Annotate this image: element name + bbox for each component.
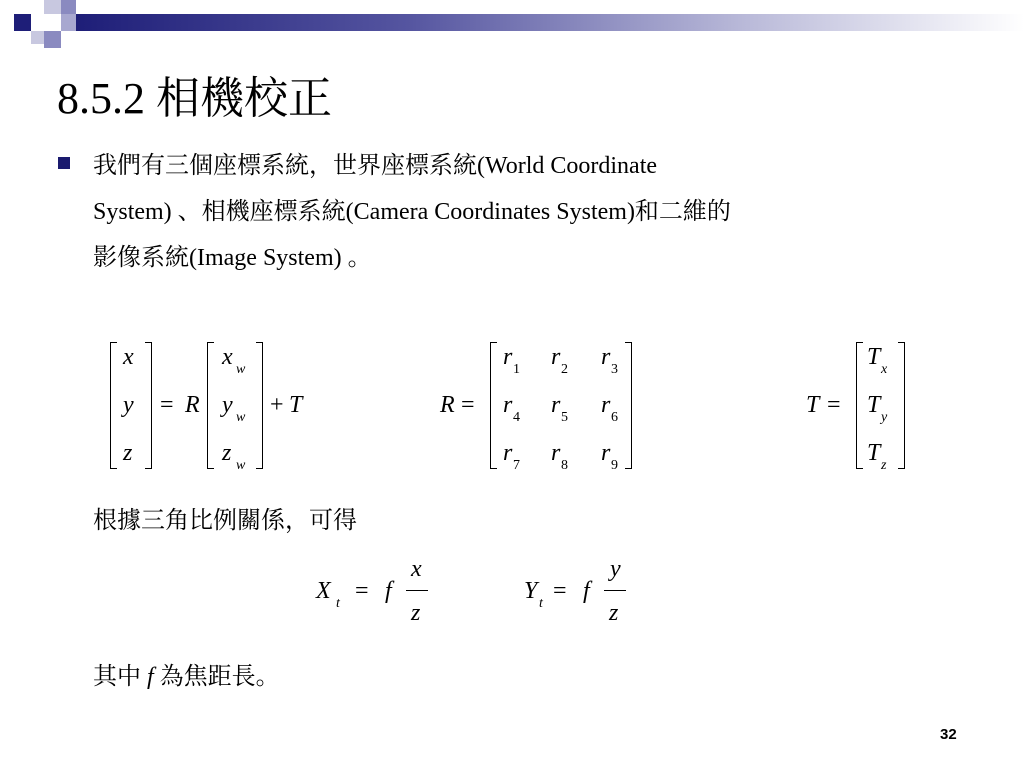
vector-entry: T — [867, 392, 881, 418]
intro-line: System) 、相機座標系統(Camera Coordinates System)和二維的 — [93, 199, 731, 225]
subscript: x — [881, 362, 888, 377]
bullet-square-icon — [58, 157, 70, 169]
fraction-numerator: x — [411, 556, 422, 582]
subscript: y — [881, 410, 888, 425]
rotation-symbol: R — [185, 392, 200, 418]
left-bracket — [490, 342, 497, 469]
subscript: w — [236, 410, 246, 425]
matrix-entry: r — [503, 440, 513, 466]
subscript: w — [236, 362, 246, 377]
right-bracket — [256, 342, 263, 469]
deco-gradient-bar — [76, 14, 1024, 31]
vector-entry: x — [222, 344, 233, 370]
note-suffix: 為焦距長。 — [153, 664, 280, 690]
deco-square — [61, 14, 76, 31]
vector-entry: T — [867, 440, 881, 466]
translation-symbol: T — [289, 392, 303, 418]
focal-length-note — [93, 656, 280, 691]
vector-entry: T — [867, 344, 881, 370]
matrix-entry: r — [503, 392, 513, 418]
vector-entry: y — [123, 392, 134, 418]
intro-line: 影像系統(Image System) 。 — [93, 245, 372, 271]
left-bracket — [207, 342, 214, 469]
equals-sign: = — [827, 392, 841, 418]
relation-text: 根據三角比例關係，可得 — [93, 508, 357, 534]
fraction-numerator: y — [610, 556, 621, 582]
equals-sign: = — [355, 578, 369, 604]
matrix-entry: r — [551, 392, 561, 418]
subscript: 9 — [611, 458, 618, 473]
fraction-denominator: z — [411, 600, 421, 626]
matrix-entry: r — [601, 344, 611, 370]
matrix-entry: r — [503, 344, 513, 370]
right-bracket — [898, 342, 905, 469]
deco-square — [44, 0, 61, 14]
matrix-name: R — [440, 392, 455, 418]
fraction-line — [406, 590, 428, 591]
subscript: 1 — [513, 362, 520, 377]
intro-line: 我們有三個座標系統，世界座標系統(World Coordinate — [93, 153, 658, 179]
subscript: t — [336, 596, 340, 611]
left-bracket — [856, 342, 863, 469]
vector-name: T — [806, 392, 820, 418]
deco-square — [44, 31, 61, 48]
plus-sign: + — [270, 392, 284, 418]
right-bracket — [625, 342, 632, 469]
matrix-entry: r — [551, 344, 561, 370]
intro-paragraph — [93, 143, 943, 281]
right-bracket — [145, 342, 152, 469]
projected-y-symbol: Y — [524, 578, 538, 604]
equals-sign: = — [461, 392, 475, 418]
page-title: 8.5.2 相機校正 — [57, 74, 332, 123]
left-bracket — [110, 342, 117, 469]
matrix-entry: r — [551, 440, 561, 466]
subscript: 2 — [561, 362, 568, 377]
focal-symbol: f — [147, 664, 154, 690]
equals-sign: = — [160, 392, 174, 418]
vector-entry: x — [123, 344, 134, 370]
deco-square — [31, 31, 44, 44]
equals-sign: = — [553, 578, 567, 604]
subscript: z — [881, 458, 887, 473]
subscript: 3 — [611, 362, 618, 377]
page-number: 32 — [940, 726, 957, 743]
matrix-entry: r — [601, 392, 611, 418]
vector-entry: z — [222, 440, 232, 466]
focal-symbol: f — [385, 578, 392, 604]
focal-symbol: f — [583, 578, 590, 604]
deco-square — [14, 14, 31, 31]
projected-x-symbol: X — [316, 578, 331, 604]
matrix-entry: r — [601, 440, 611, 466]
deco-square — [61, 0, 76, 14]
fraction-line — [604, 590, 626, 591]
subscript: 4 — [513, 410, 520, 425]
subscript: 5 — [561, 410, 568, 425]
subscript: 6 — [611, 410, 618, 425]
subscript: w — [236, 458, 246, 473]
vector-entry: z — [123, 440, 133, 466]
subscript: 8 — [561, 458, 568, 473]
fraction-denominator: z — [609, 600, 619, 626]
vector-entry: y — [222, 392, 233, 418]
header-decoration — [0, 0, 1024, 60]
note-prefix: 其中 — [93, 664, 147, 690]
subscript: t — [539, 596, 543, 611]
subscript: 7 — [513, 458, 520, 473]
